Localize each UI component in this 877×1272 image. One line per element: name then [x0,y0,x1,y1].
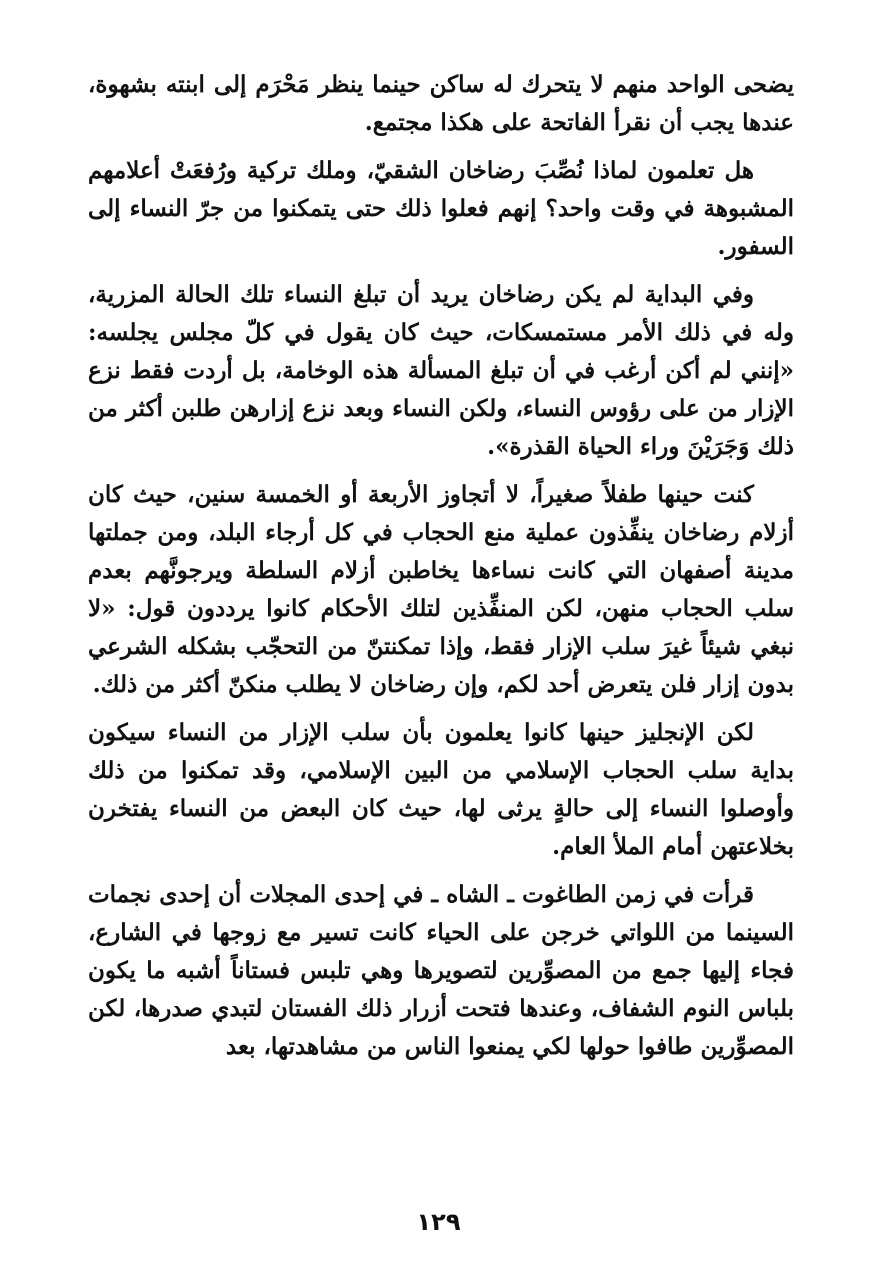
page-number: ١٢٩ [416,1208,461,1236]
paragraph-6: قرأت في زمن الطاغوت ـ الشاه ـ في إحدى المجلات أن إحدى نجمات السينما من اللواتي خرجن على الحياء كانت تسير مع زوجها في الشارع، فجاء إليها جمع من المصوِّرين لتصويرها وهي تلبس فستاناً أشبه ما يكون بلباس النوم الشفاف، وعندها فتحت أزرار ذلك الفستان لتبدي صدرها، لكن المصوِّرين طافوا حولها لكي يمنعوا الناس من مشاهدتها، بعد [88,881,794,1060]
paragraph-3: وفي البداية لم يكن رضاخان يريد أن تبلغ النساء تلك الحالة المزرية، وله في ذلك الأمر مستمسكات، حيث كان يقول في كلّ مجلس يجلسه: «إنني لم أكن أرغب في أن تبلغ المسألة هذه الوخامة، بل أردت فقط نزع الإزار من على رؤوس النساء، ولكن النساء وبعد نزع إزارهن طلبن أكثر من ذلك وَجَرَيْنَ وراء الحياة القذرة». [88,281,794,460]
paragraph-4: كنت حينها طفلاً صغيراً، لا أتجاوز الأربعة أو الخمسة سنين، حيث كان أزلام رضاخان ينفِّذون عملية منع الحجاب في كل أرجاء البلد، ومن جملتها مدينة أصفهان التي كانت نساءها يخاطبن أزلام السلطة ويرجونَّهم بعدم سلب الحجاب منهن، لكن المنفِّذين لتلك الأحكام كانوا يرددون قول: «لا نبغي شيئاً غيرَ سلب الإزار فقط، وإذا تمكنتنّ من التحجّب بشكله الشرعي بدون إزار فلن يتعرض أحد لكم، وإن رضاخان لا يطلب منكنّ أكثر من ذلك. [88,481,794,698]
paragraph-5: لكن الإنجليز حينها كانوا يعلمون بأن سلب الإزار من النساء سيكون بداية سلب الحجاب الإسلامي من البين الإسلامي، وقد تمكنوا من ذلك وأوصلوا النساء إلى حالةٍ يرثى لها، حيث كان البعض من النساء يفتخرن بخلاعتهن أمام الملأ العام. [88,719,794,860]
paragraph-2: هل تعلمون لماذا نُصِّبَ رضاخان الشقيّ، وملك تركية ورُفعَتْ أعلامهم المشبوهة في وقت واحد؟ إنهم فعلوا ذلك حتى يتمكنوا من جرّ النساء إلى السفور. [88,157,794,260]
paragraph-1: يضحى الواحد منهم لا يتحرك له ساكن حينما ينظر مَحْرَم إلى ابنته بشهوة، عندها يجب أن نقرأ الفاتحة على هكذا مجتمع. [88,71,794,136]
page-body-text [88,66,794,1076]
